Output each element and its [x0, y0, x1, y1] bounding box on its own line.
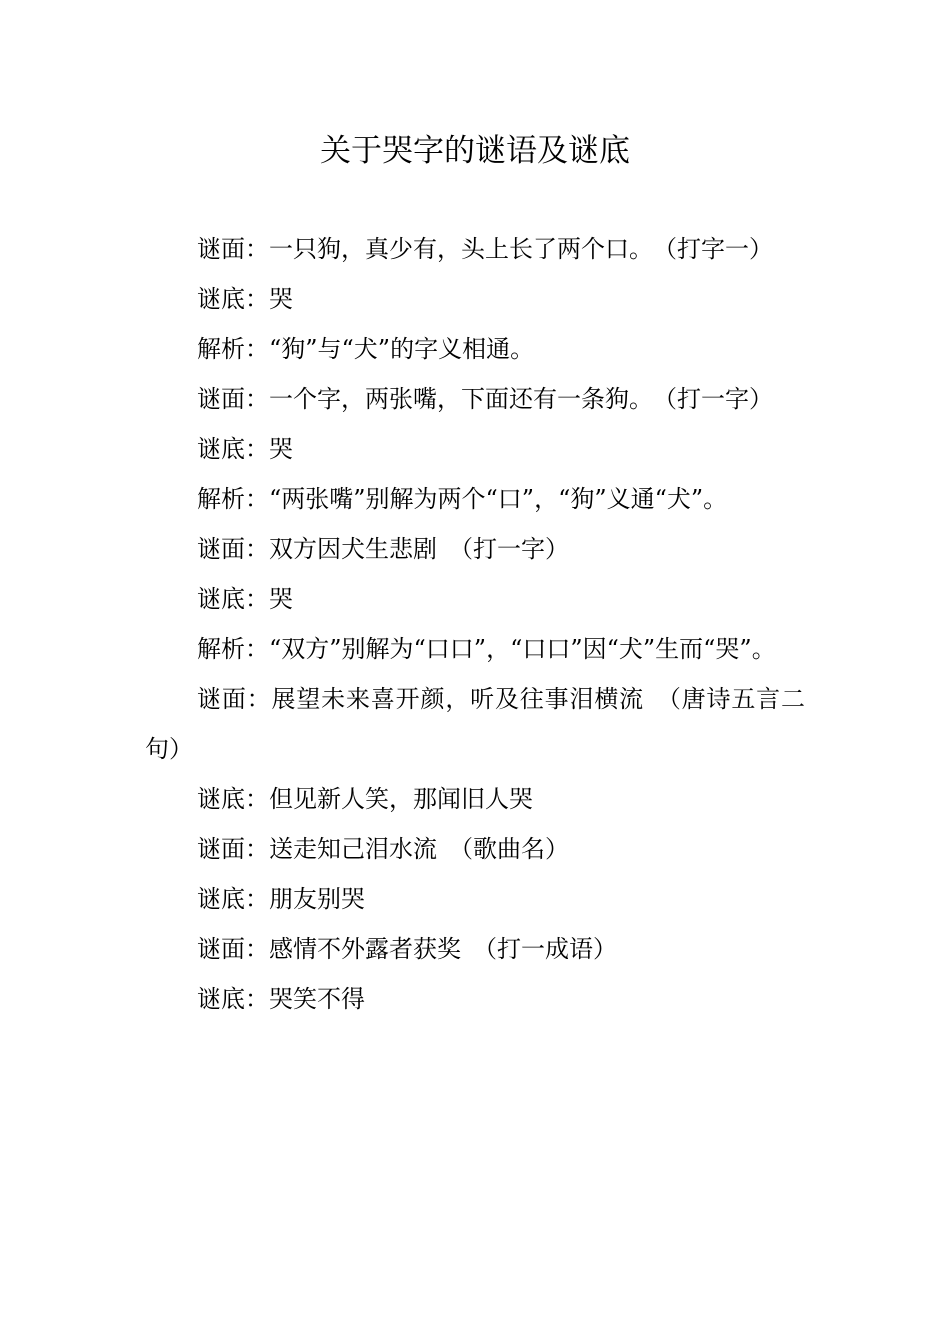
- document-body: [145, 224, 805, 1024]
- riddle-explanation-1: 解析：“狗”与“犬”的字义相通。: [197, 335, 535, 363]
- riddle-question-4: 谜面：展望未来喜开颜，听及往事泪横流 （唐诗五言二句）: [145, 685, 805, 763]
- riddle-answer-2: 谜底：哭: [197, 435, 293, 463]
- riddle-question-1: 谜面：一只狗，真少有，头上长了两个口。 （打字一）: [197, 235, 773, 263]
- riddle-question-2: 谜面：一个字，两张嘴，下面还有一条狗。 （打一字）: [197, 385, 773, 413]
- riddle-explanation-3: 解析：“双方”别解为“口口”，“口口”因“犬”生而“哭”。: [197, 635, 776, 663]
- riddle-question-3: 谜面：双方因犬生悲剧 （打一字）: [197, 535, 569, 563]
- riddle-answer-4: 谜底：但见新人笑，那闻旧人哭: [197, 785, 533, 813]
- riddle-answer-1: 谜底：哭: [197, 285, 293, 313]
- riddle-question-6: 谜面：感情不外露者获奖 （打一成语）: [197, 935, 617, 963]
- riddle-answer-3: 谜底：哭: [197, 585, 293, 613]
- riddle-question-5: 谜面：送走知己泪水流 （歌曲名）: [197, 835, 569, 863]
- riddle-answer-6: 谜底：哭笑不得: [197, 985, 365, 1013]
- riddle-explanation-2: 解析：“两张嘴”别解为两个“口”，“狗”义通“犬”。: [197, 485, 728, 513]
- document-title: 关于哭字的谜语及谜底: [320, 133, 630, 169]
- riddle-answer-5: 谜底：朋友别哭: [197, 885, 365, 913]
